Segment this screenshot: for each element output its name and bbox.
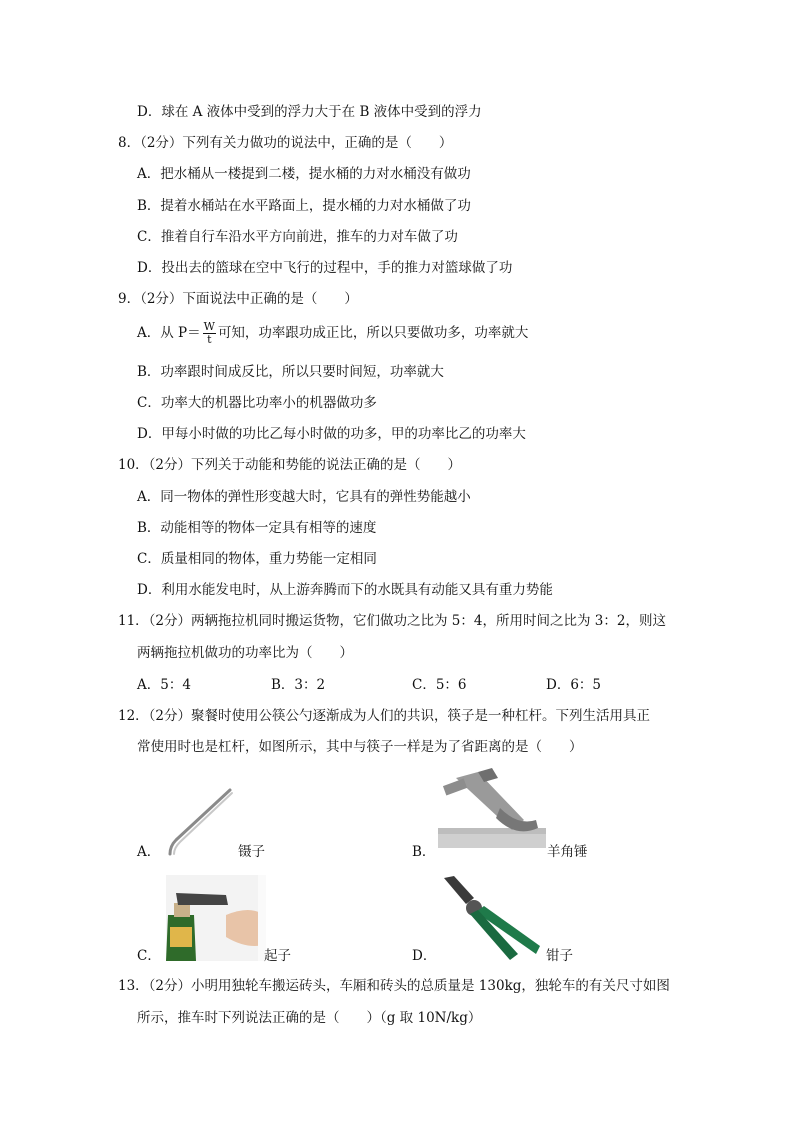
q8-option-b: B．提着水桶站在水平路面上，提水桶的力对水桶做了功 bbox=[137, 198, 471, 214]
q12-stem-line2: 常使用时也是杠杆，如图所示，其中与筷子一样是为了省距离的是（ ） bbox=[137, 739, 583, 755]
q11-stem-line2: 两辆拖拉机做功的功率比为（ ） bbox=[137, 645, 353, 661]
q12-option-c-letter: C． bbox=[137, 948, 161, 964]
q9-option-c: C．功率大的机器比功率小的机器做功多 bbox=[137, 395, 377, 411]
q8-option-d: D．投出去的篮球在空中飞行的过程中，手的推力对篮球做了功 bbox=[137, 260, 513, 276]
q10-stem: 10．（2分）下列关于动能和势能的说法正确的是（ ） bbox=[118, 457, 462, 473]
q12-stem-line1: 12．（2分）聚餐时使用公筷公勺逐渐成为人们的共识，筷子是一种杠杆。下列生活用具正 bbox=[118, 708, 651, 724]
tweezers-image bbox=[160, 784, 240, 856]
q9-option-d: D．甲每小时做的功比乙每小时做的功多，甲的功率比乙的功率大 bbox=[137, 426, 526, 442]
q12-option-a-name: 镊子 bbox=[238, 844, 265, 860]
claw-hammer-image bbox=[438, 768, 546, 856]
q10-option-d: D．利用水能发电时，从上游奔腾而下的水既具有动能又具有重力势能 bbox=[137, 582, 553, 598]
q12-option-c-name: 起子 bbox=[264, 948, 291, 964]
q11-option-a: A．5：4 bbox=[137, 677, 191, 693]
q7-option-d: D．球在 A 液体中受到的浮力大于在 B 液体中受到的浮力 bbox=[137, 104, 482, 120]
q12-option-b-name: 羊角锤 bbox=[547, 844, 588, 860]
q9-stem: 9．（2分）下面说法中正确的是（ ） bbox=[118, 291, 358, 307]
q12-option-b-letter: B． bbox=[412, 844, 436, 860]
q10-option-c: C．质量相同的物体，重力势能一定相同 bbox=[137, 551, 377, 567]
bottle-opener-image bbox=[166, 875, 266, 961]
q13-stem-line1: 13．（2分）小明用独轮车搬运砖头，车厢和砖头的总质量是 130kg，独轮车的有关尺寸如图 bbox=[118, 978, 670, 994]
q10-option-b: B．动能相等的物体一定具有相等的速度 bbox=[137, 520, 377, 536]
q11-stem-line1: 11．（2分）两辆拖拉机同时搬运货物，它们做功之比为 5：4，所用时间之比为 3：2，则这 bbox=[118, 613, 666, 629]
q9-option-a bbox=[137, 321, 528, 346]
q8-option-a: A．把水桶从一楼提到二楼，提水桶的力对水桶没有做功 bbox=[137, 166, 471, 182]
fraction-denominator: t bbox=[207, 333, 212, 346]
q13-stem-line2: 所示，推车时下列说法正确的是（ ）（g 取 10N/kg） bbox=[137, 1010, 482, 1026]
q10-option-a: A．同一物体的弹性形变越大时，它具有的弹性势能越小 bbox=[137, 489, 471, 505]
q11-option-d: D．6：5 bbox=[546, 677, 602, 693]
power-formula-fraction bbox=[203, 321, 216, 346]
q9-option-a-suffix: 可知，功率跟功成正比，所以只要做功多，功率就大 bbox=[217, 325, 529, 341]
q12-option-a-letter: A． bbox=[137, 844, 161, 860]
fraction-numerator: W bbox=[203, 320, 215, 333]
q8-stem: 8．（2分）下列有关力做功的说法中，正确的是（ ） bbox=[118, 135, 453, 151]
q12-option-d-name: 钳子 bbox=[546, 948, 573, 964]
q9-option-a-prefix: A．从 P＝ bbox=[137, 325, 201, 341]
q11-option-b: B．3：2 bbox=[271, 677, 326, 693]
q9-option-b: B．功率跟时间成反比，所以只要时间短，功率就大 bbox=[137, 364, 444, 380]
pliers-image bbox=[440, 874, 544, 962]
q8-option-c: C．推着自行车沿水平方向前进，推车的力对车做了功 bbox=[137, 229, 458, 245]
q11-option-c: C．5：6 bbox=[412, 677, 467, 693]
q12-option-d-letter: D． bbox=[412, 948, 437, 964]
